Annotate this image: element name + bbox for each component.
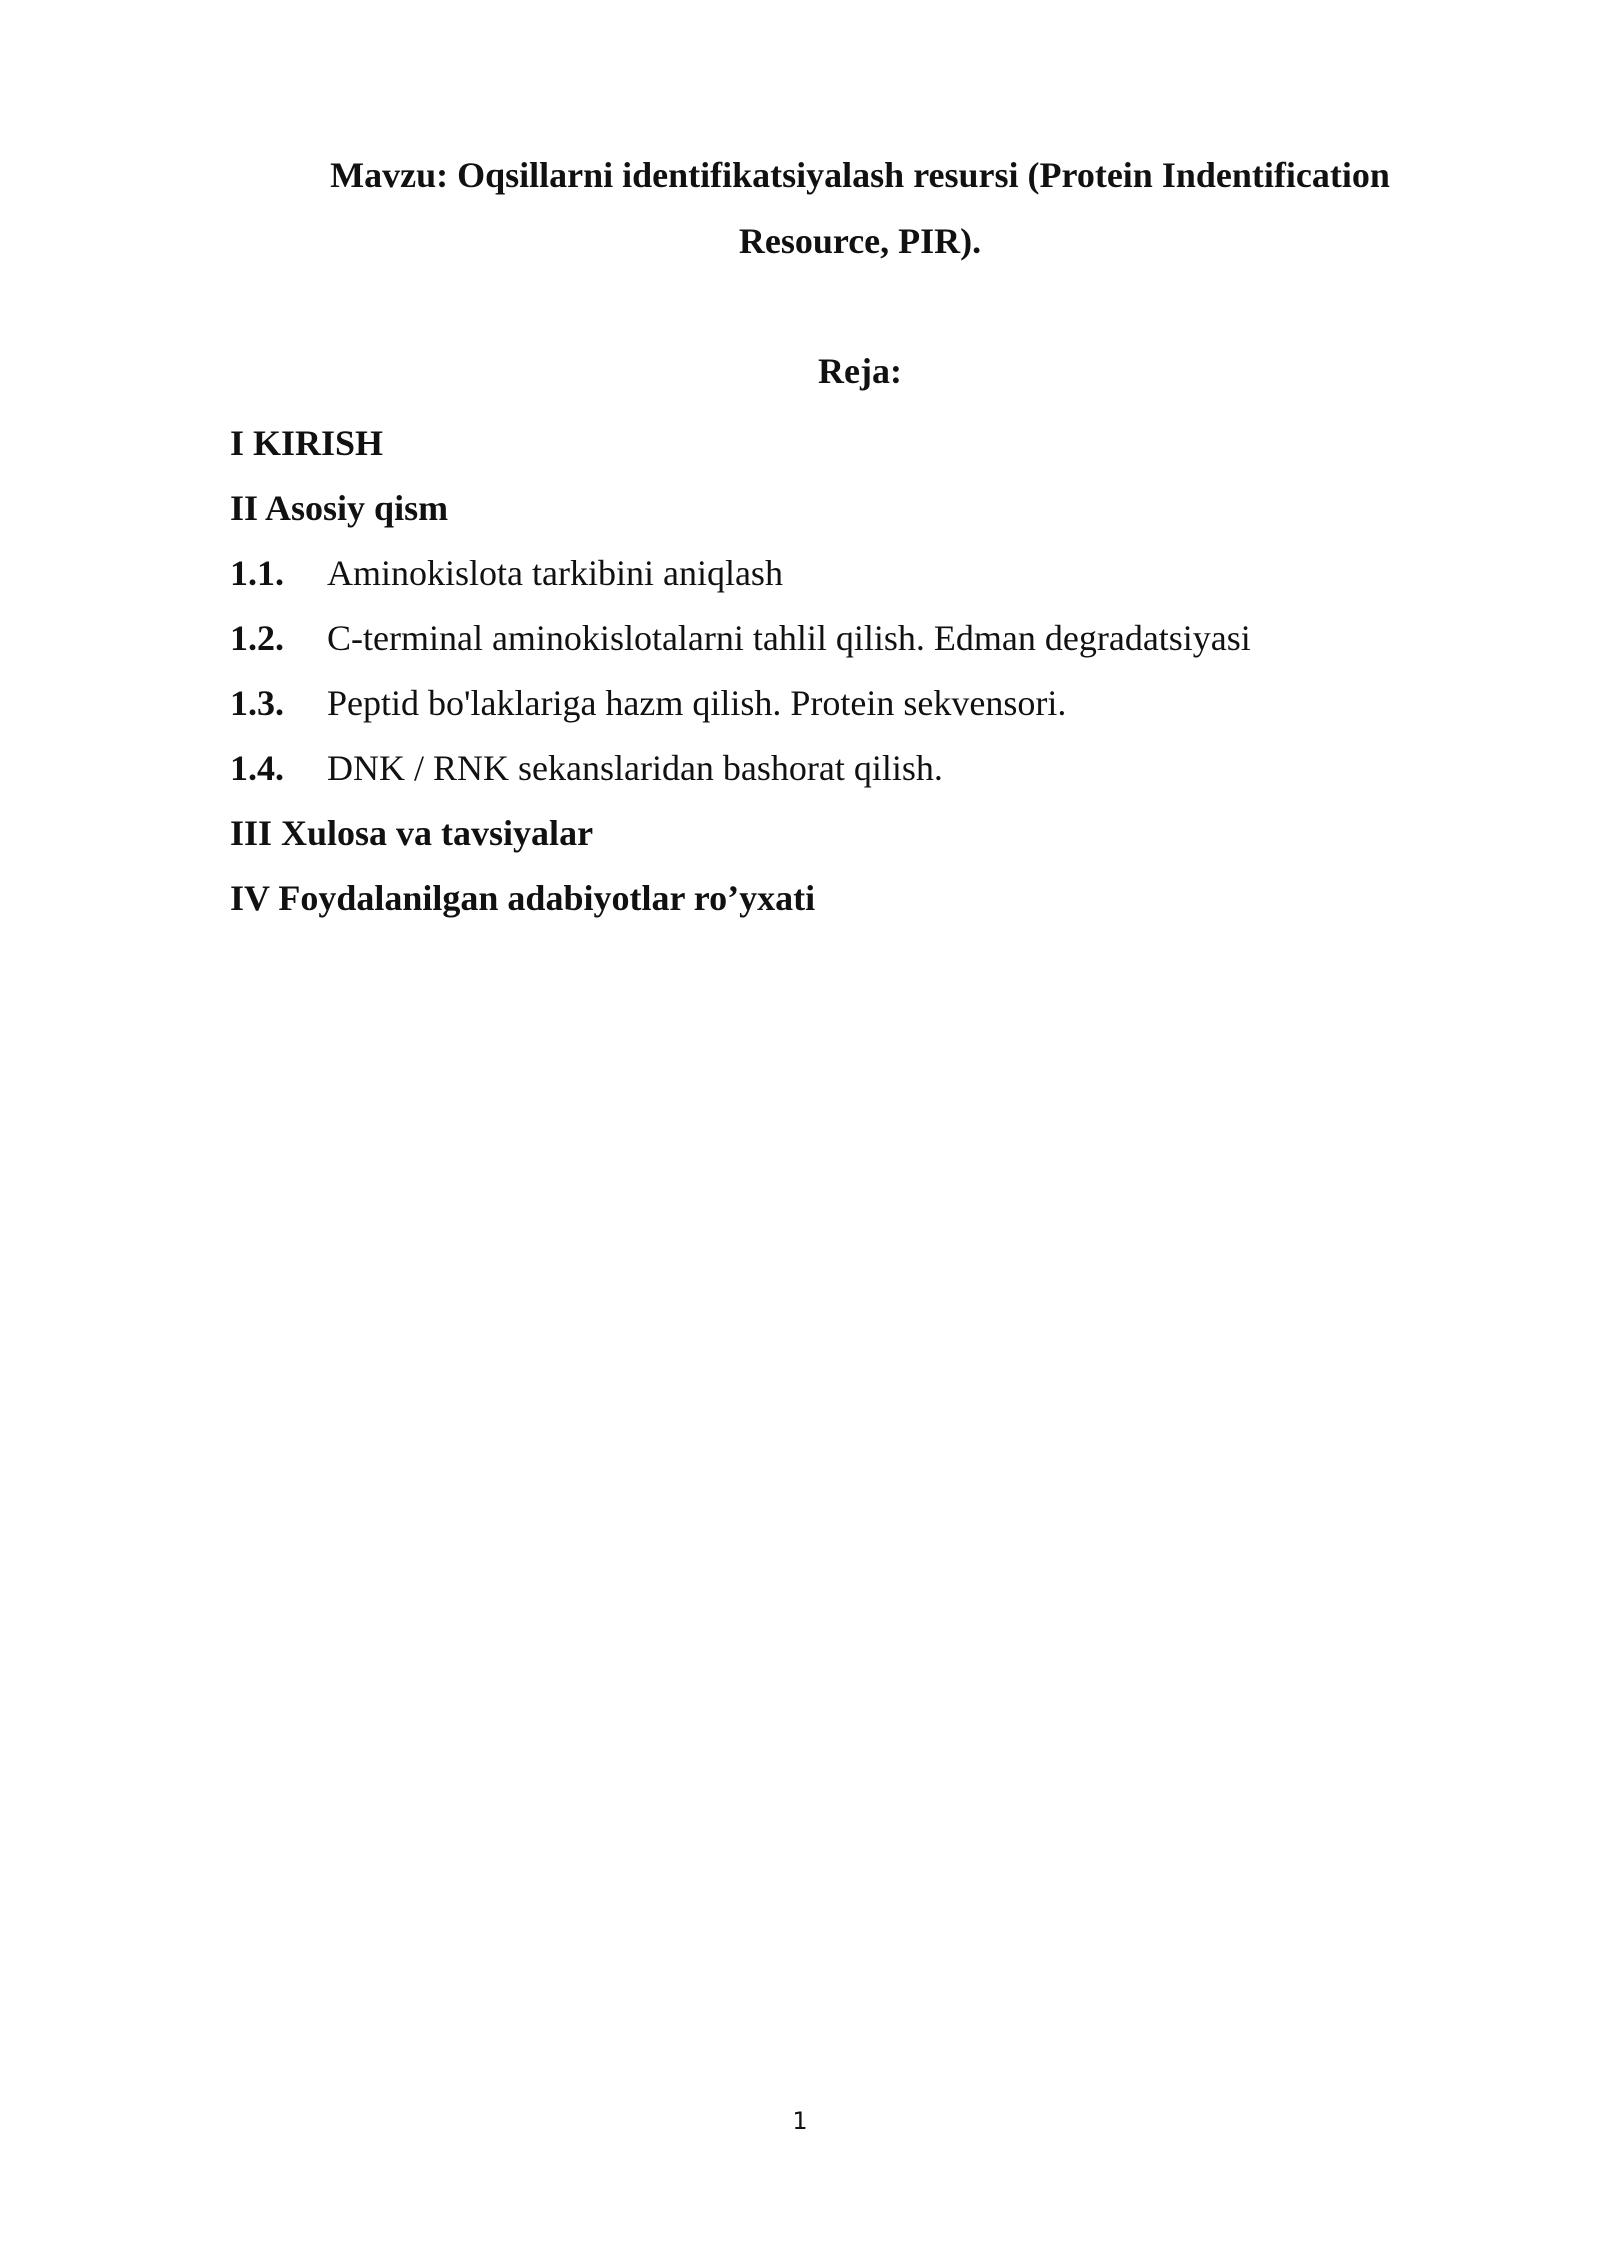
subsection-text: DNK / RNK sekanslaridan bashorat qilish.: [327, 748, 943, 788]
section-conclusion: III Xulosa va tavsiyalar: [230, 813, 594, 853]
subsection-number: 1.4.: [230, 748, 284, 788]
subsection-item: [230, 736, 1430, 801]
plan-list: [230, 411, 1430, 931]
title-line-2: Resource, PIR).: [738, 221, 982, 261]
subsection-item: [230, 671, 1430, 736]
subsection-text: Peptid bo'laklariga hazm qilish. Protein sekvensori.: [327, 683, 1067, 723]
subsection-item: [230, 541, 1430, 606]
section-intro: I KIRISH: [230, 423, 384, 463]
subsection-text: C-terminal aminokislotalarni tahlil qilish. Edman degradatsiyasi: [327, 618, 1251, 658]
subsection-item: [230, 606, 1430, 671]
title-line-1: Mavzu: Oqsillarni identifikatsiyalash resursi (Protein Indentification: [330, 155, 1390, 195]
section-main: II Asosiy qism: [230, 488, 449, 528]
document-title: [230, 142, 1490, 274]
subsection-number: 1.2.: [230, 618, 284, 658]
section-references: IV Foydalanilgan adabiyotlar ro’yxati: [230, 878, 816, 918]
subsection-number: 1.3.: [230, 683, 284, 723]
subsection-text: Aminokislota tarkibini aniqlash: [327, 553, 783, 593]
page-number: 1: [792, 2107, 808, 2135]
plan-heading: Reja:: [818, 351, 902, 391]
subsection-number: 1.1.: [230, 553, 284, 593]
